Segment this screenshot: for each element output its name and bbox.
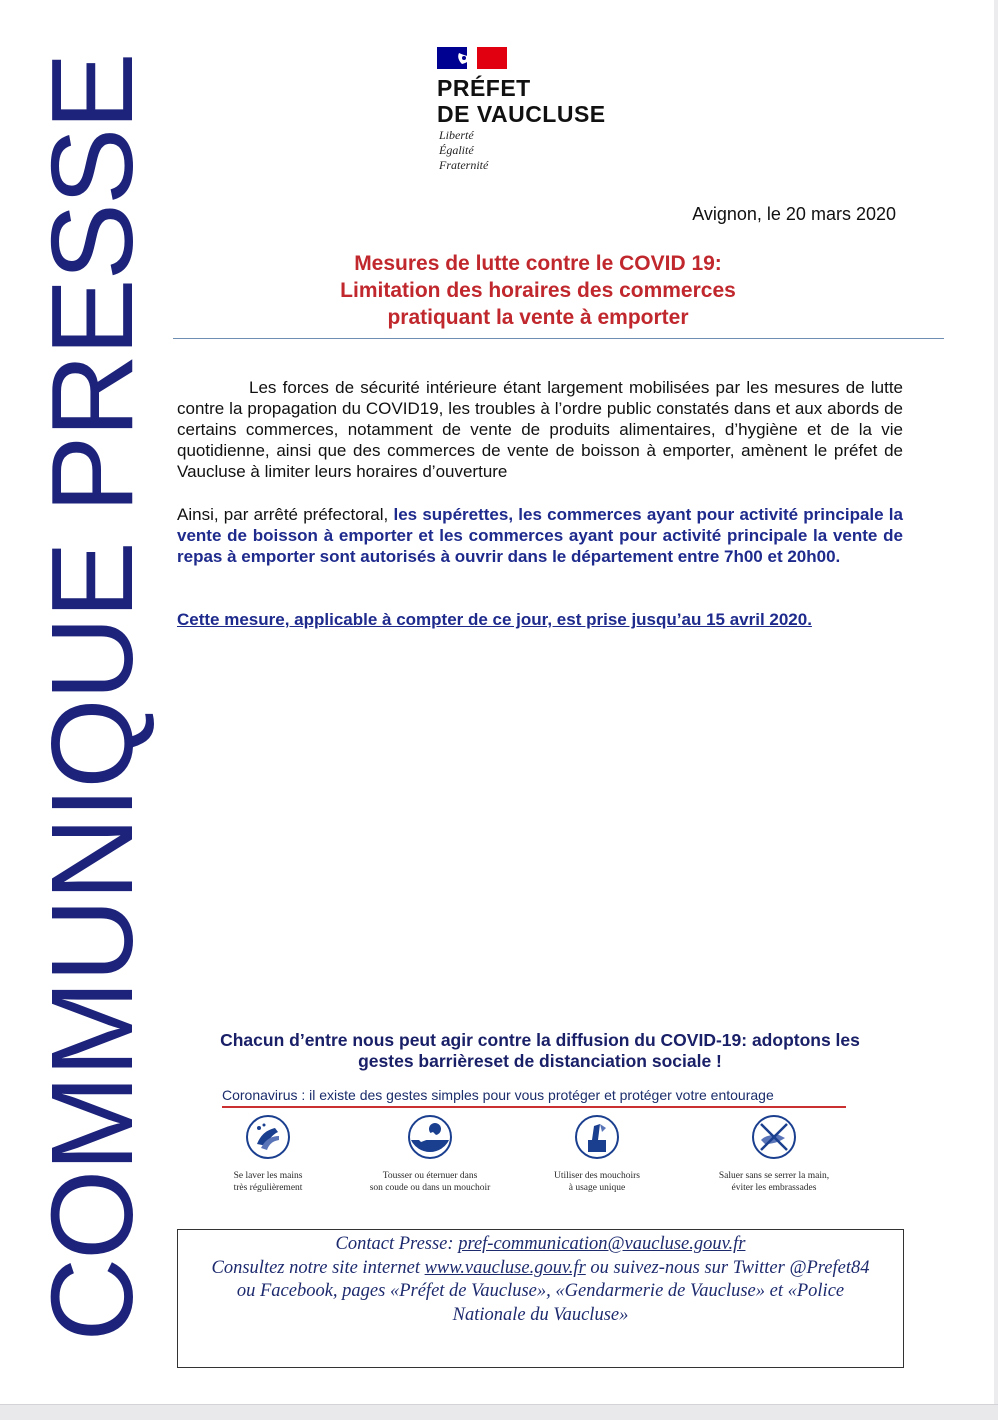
gesture-tissue (512, 1114, 682, 1194)
site-prefix: Consultez notre site internet (211, 1257, 425, 1278)
gestures-heading: Coronavirus : il existe des gestes simples pour vous protéger et protéger votre entourage (222, 1087, 774, 1103)
gesture-cough-line2: son coude ou dans un mouchoir (369, 1183, 491, 1193)
gesture-no-handshake-caption (689, 1170, 859, 1194)
headline-divider (173, 338, 944, 339)
contact-label: Contact Presse: (335, 1234, 459, 1254)
gesture-tissue-line2: à usage unique (568, 1183, 626, 1193)
prefecture-name (437, 75, 606, 127)
gesture-handwash (183, 1114, 353, 1194)
prefecture-name-line2: DE VAUCLUSE (437, 101, 606, 127)
gesture-cough (345, 1114, 515, 1194)
contact-box (177, 1229, 904, 1368)
contact-press-line (178, 1233, 903, 1257)
paragraph-decision (177, 504, 903, 567)
gesture-no-handshake-line2: éviter les embrassades (731, 1183, 817, 1193)
gesture-handwash-line1: Se laver les mains (233, 1171, 303, 1181)
gesture-handwash-caption (183, 1170, 353, 1194)
decision-bold-text: les supérettes, les commerces ayant pour activité principale la vente de boisson à emporter et les commerces ayant pour activité principale la vente de repas à emporter sont autorisés à ouvrir dans le département entre 7h00 et 20h00. (177, 505, 903, 566)
cta-line2: gestes barrièreset de distanciation sociale ! (358, 1051, 722, 1071)
contact-site-line (178, 1257, 903, 1281)
date-line: Avignon, le 20 mars 2020 (692, 204, 896, 224)
facebook-line1: ou Facebook, pages «Préfet de Vaucluse», «Gendarmerie de Vaucluse» et «Police (236, 1281, 845, 1301)
gesture-tissue-caption (512, 1170, 682, 1194)
no-handshake-icon (751, 1114, 797, 1160)
handwash-icon (245, 1114, 291, 1160)
motto-fraternite: Fraternité (439, 158, 489, 172)
prefecture-name-line1: PRÉFET (437, 75, 531, 101)
decision-intro: Ainsi, par arrêté préfectoral, (177, 505, 394, 524)
website-link[interactable]: www.vaucluse.gouv.fr (424, 1257, 586, 1278)
site-suffix: ou suivez-nous sur Twitter @Prefet84 (585, 1257, 870, 1278)
paragraph-context: Les forces de sécurité intérieure étant largement mobilisées par les mesures de lutte contre la propagation du COVID19, les troubles à l’ordre public constatés dans et aux abords de certains commerces, notamment de vente de produits alimentaires, d’hygiène et de la vie quotidienne, ainsi que des commerces de vente de boisson à emporter, amènent le préfet de Vaucluse à limiter leurs horaires d’ouverture (177, 378, 903, 481)
gesture-tissue-line1: Utiliser des mouchoirs (553, 1171, 640, 1181)
motto-egalite: Égalité (439, 143, 474, 157)
gesture-handwash-line2: très régulièrement (233, 1183, 303, 1193)
motto-liberte: Liberté (439, 128, 474, 142)
headline-line1: Mesures de lutte contre le COVID 19: (354, 252, 722, 275)
cta-line1: Chacun d’entre nous peut agir contre la diffusion du COVID-19: adoptons les (220, 1030, 860, 1050)
cough-elbow-icon (407, 1114, 453, 1160)
headline-line2: Limitation des horaires des commerces (340, 279, 736, 302)
page-right-edge (994, 0, 998, 1404)
contact-email-link[interactable]: pref-communication@vaucluse.gouv.fr (458, 1234, 746, 1254)
gesture-no-handshake-line1: Saluer sans se serrer la main, (718, 1171, 830, 1181)
paragraph-validity: Cette mesure, applicable à compter de ce jour, est prise jusqu’au 15 avril 2020. (177, 610, 812, 629)
side-title: COMMUNIQUE PRESSE (27, 54, 157, 1342)
gesture-cough-line1: Tousser ou éternuer dans (382, 1171, 478, 1181)
gesture-no-handshake (689, 1114, 859, 1194)
press-headline (240, 250, 836, 331)
marianne-flag-icon (437, 47, 507, 69)
call-to-action (190, 1030, 890, 1072)
page-bottom-edge (0, 1404, 998, 1420)
tissue-icon (574, 1114, 620, 1160)
republic-motto (439, 128, 488, 173)
gesture-cough-caption (345, 1170, 515, 1194)
gestures-divider (222, 1106, 846, 1108)
headline-line3: pratiquant la vente à emporter (387, 306, 689, 329)
facebook-line2: Nationale du Vaucluse» (452, 1304, 629, 1325)
